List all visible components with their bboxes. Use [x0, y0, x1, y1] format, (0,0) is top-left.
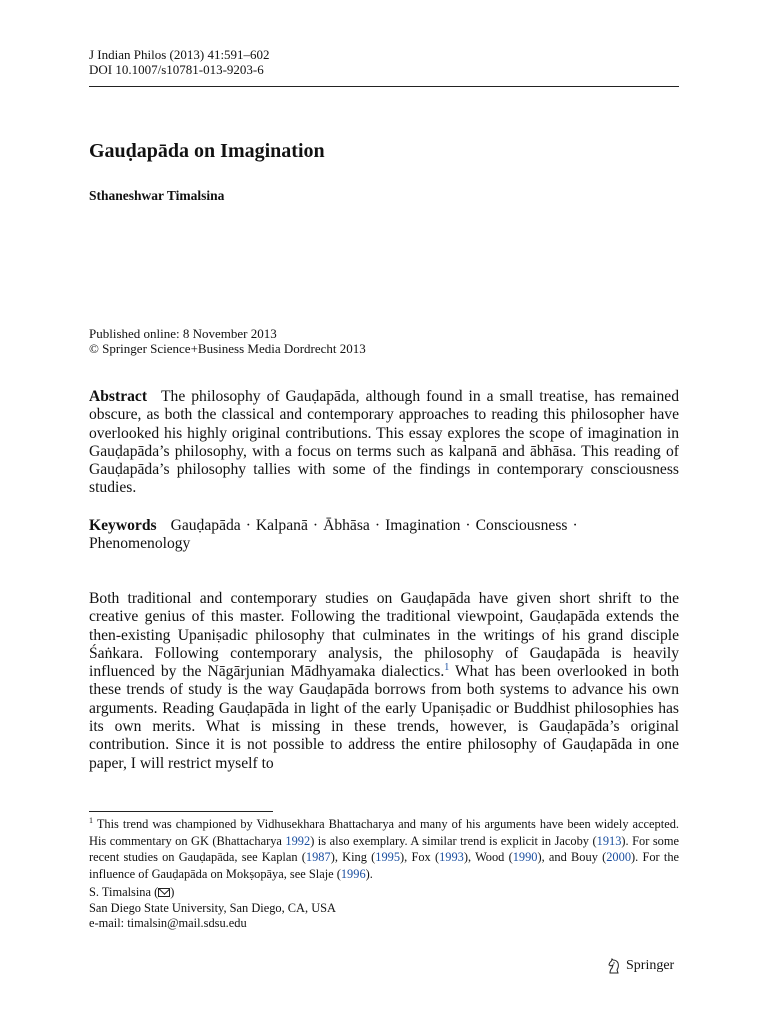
footnote-divider: [89, 811, 273, 812]
publisher-logo: [606, 958, 674, 974]
citation-link[interactable]: 1993: [439, 850, 464, 864]
keyword-item: Phenomenology: [89, 535, 191, 553]
body-paragraph: [89, 590, 679, 773]
abstract-label: Abstract: [89, 388, 148, 405]
keyword-item: Consciousness: [475, 517, 568, 534]
header-divider: [89, 86, 679, 87]
footnote-text: ) is also exemplary. A similar trend is explicit in Jacoby (: [310, 833, 597, 848]
citation-link[interactable]: 2000: [606, 850, 632, 864]
publication-info: [89, 326, 366, 356]
citation-link[interactable]: 1992: [285, 833, 311, 848]
footnote-text: This trend was championed by Vidhusekhara Bhattacharya and many of his arguments have been widely accepted. His commentary on GK (Bhattacharya: [89, 817, 679, 848]
keyword-item: Kalpanā: [255, 517, 308, 534]
footnote-text: ), Fox (: [400, 850, 440, 864]
citation-link[interactable]: 1995: [375, 850, 401, 864]
body-text-part2: What has been overlooked in both these trends of study is the way Gauḍapāda borrows from both systems to advance his own arguments. Reading Gauḍapāda in light of the early Upaniṣadic or Buddhist philosophies has its own merits. What is missing in these trends, however, is Gauḍapāda’s original contribution. Since it is not possible to address the entire philosophy of Gauḍapāda in one paper, I will restrict myself to: [89, 663, 679, 772]
horse-chess-knight-icon: [606, 958, 622, 974]
body-text-part1: Both traditional and contemporary studies on Gauḍapāda have given short shrift to the creative genius of this master. Following the traditional viewpoint, Gauḍapāda extends the then-existing Upaniṣadic philosophy that culminates in the writings of his grand disciple Śaṅkara. Following contemporary analysis, the philosophy of Gauḍapāda is heavily influenced by the Nāgārjunian Mādhyamaka dialectics.: [89, 590, 679, 681]
footnote-reference-link[interactable]: 1: [444, 662, 450, 673]
keyword-item: Gauḍapāda: [170, 517, 241, 534]
email-address[interactable]: e-mail: timalsin@mail.sdsu.edu: [89, 916, 247, 930]
correspondent-name-text: S. Timalsina (: [89, 885, 159, 899]
keyword-separator: ·: [572, 517, 578, 534]
footnote-number: 1: [89, 815, 93, 825]
keywords-label: Keywords: [89, 517, 157, 534]
footnote-text: ).: [365, 866, 373, 881]
citation-link[interactable]: 1987: [305, 850, 331, 864]
keyword-separator: ·: [245, 517, 251, 534]
citation-link[interactable]: 1913: [596, 833, 622, 848]
affiliation: San Diego State University, San Diego, CA, USA: [89, 900, 336, 915]
copyright-line: © Springer Science+Business Media Dordrecht 2013: [89, 341, 366, 356]
keyword-separator: ·: [374, 517, 381, 534]
correspondent-name: [89, 885, 336, 901]
correspondent-name-close: ): [170, 885, 175, 899]
citation-link[interactable]: 1990: [512, 850, 538, 864]
journal-citation: [89, 47, 270, 77]
published-date: Published online: 8 November 2013: [89, 326, 277, 341]
correspondence-block: [89, 885, 336, 932]
envelope-icon[interactable]: [158, 888, 170, 897]
footnote-text: ), Wood (: [463, 850, 513, 864]
footnote-text: ). For the influence of Gauḍapāda on Mokṣopāya, see Slaje (: [89, 850, 680, 881]
keywords-section: [89, 517, 679, 554]
footnote-text: ), King (: [330, 850, 376, 864]
abstract-section: [89, 388, 679, 498]
keyword-separator: ·: [312, 517, 319, 534]
article-title: Gauḍapāda on Imagination: [89, 140, 325, 162]
keyword-separator: ·: [465, 517, 471, 534]
doi-line[interactable]: DOI 10.1007/s10781-013-9203-6: [89, 62, 264, 77]
keyword-item: Ābhāsa: [323, 517, 370, 534]
abstract-text: The philosophy of Gauḍapāda, although found in a small treatise, has remained obscure, as both the classical and contemporary approaches to reading this philosopher have overlooked his highly original contributions. This essay explores the scope of imagination in Gauḍapāda’s philosophy, with a focus on terms such as kalpanā and ābhāsa. This reading of Gauḍapāda’s philosophy tallies with some of the findings in contemporary consciousness studies.: [89, 388, 679, 497]
keyword-item: Imagination: [385, 517, 461, 534]
citation-link[interactable]: 1996: [340, 866, 366, 881]
article-author: Sthaneshwar Timalsina: [89, 188, 225, 203]
footnote-text: ). For some recent studies on Gauḍapāda, see Kaplan (: [89, 833, 680, 864]
footnote-text: ), and Bouy (: [537, 850, 607, 864]
footnote: [89, 816, 679, 882]
journal-line: J Indian Philos (2013) 41:591–602: [89, 47, 270, 62]
publisher-name: Springer: [626, 958, 675, 973]
